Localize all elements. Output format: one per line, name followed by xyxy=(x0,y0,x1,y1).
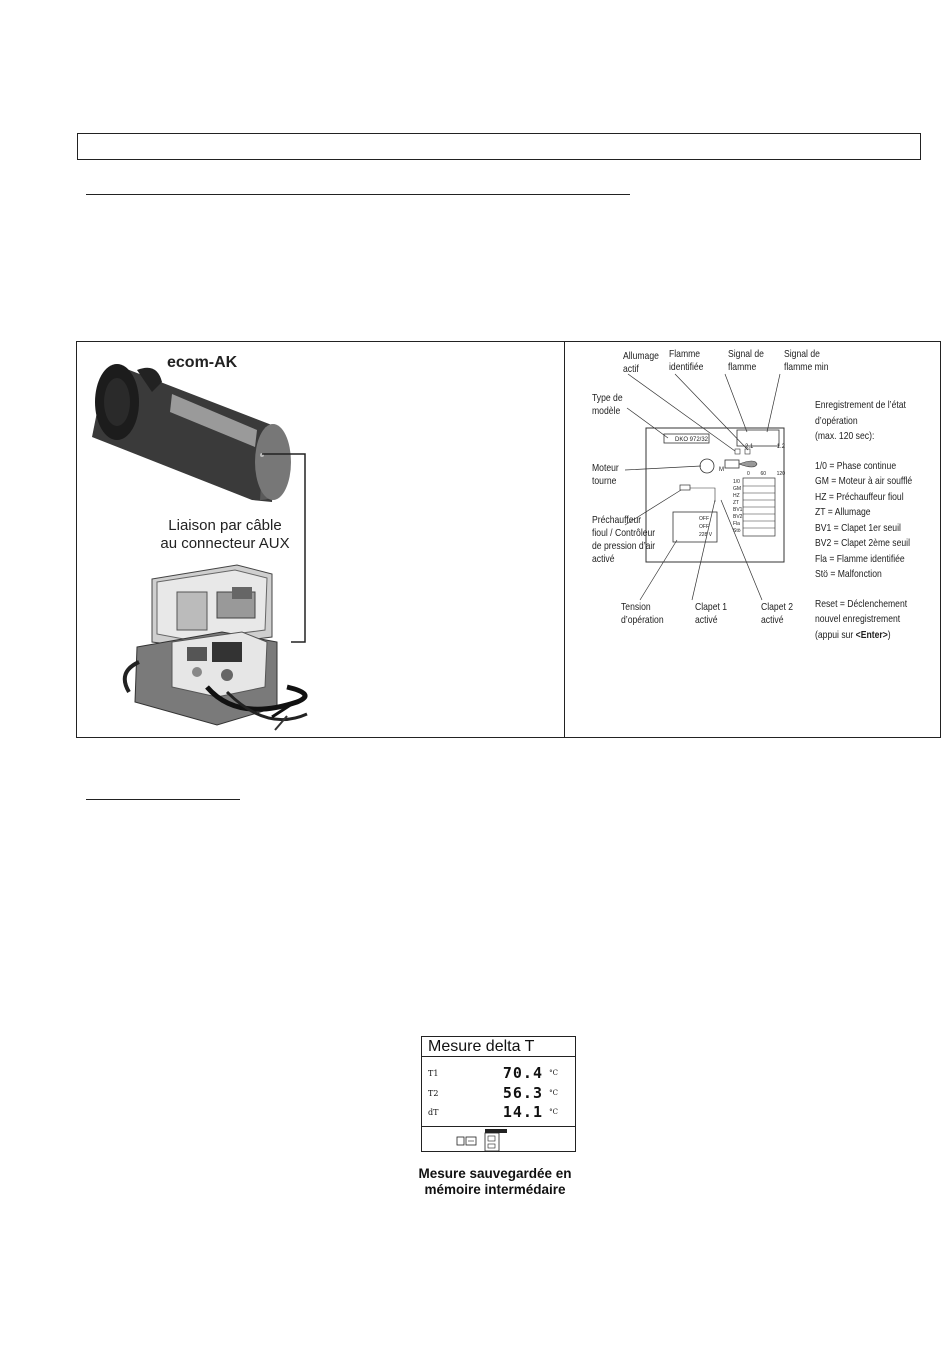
callout-line: flamme xyxy=(728,361,757,373)
row-code: HZ xyxy=(733,493,740,499)
lcd-row-value: 56.3 xyxy=(502,1084,543,1102)
callout-type-modele xyxy=(592,392,623,418)
lcd-footer-rule xyxy=(422,1126,575,1127)
subsection-heading-rule xyxy=(86,799,240,800)
legend-header: d’opération xyxy=(815,414,858,427)
lcd-row-tag: T1 xyxy=(428,1069,439,1078)
callout-line: Signal de xyxy=(728,348,764,360)
legend-item: ZT = Allumage xyxy=(815,506,871,518)
callout-line: Type de xyxy=(592,392,623,404)
section-heading-rule xyxy=(86,194,630,195)
status-voltage: 228 V xyxy=(699,532,713,538)
legend-reset-text: ) xyxy=(887,628,891,641)
callout-allumage xyxy=(623,350,659,376)
legend-reset: nouvel enregistrement xyxy=(815,613,901,625)
callout-line: identifiée xyxy=(669,361,704,373)
lcd-screen xyxy=(421,1036,576,1152)
callout-line: activé xyxy=(761,614,784,626)
callout-line: de pression d’air xyxy=(592,540,656,552)
ecom-ak-module xyxy=(92,364,291,502)
caption-line-2: mémoire intermédaire xyxy=(424,1182,566,1197)
cable-note xyxy=(135,517,315,553)
callout-line: fioul / Contrôleur xyxy=(592,527,656,539)
status-off-2: OFF xyxy=(699,524,709,530)
header-box xyxy=(77,133,921,160)
row-code: 1/0 xyxy=(733,479,740,485)
legend-reset-text: (appui sur xyxy=(815,628,856,641)
signal-value-1: 2.1 xyxy=(745,444,754,450)
lcd-row-unit: °C xyxy=(549,1089,558,1097)
callout-line: Moteur xyxy=(592,462,619,474)
axis-ticks xyxy=(747,471,785,477)
callout-clapet2 xyxy=(761,601,793,627)
figure-frame xyxy=(76,341,941,738)
legend-item: BV2 = Clapet 2ème seuil xyxy=(815,537,911,549)
lcd-row-value: 14.1 xyxy=(502,1103,543,1121)
status-off-1: OFF xyxy=(699,516,709,522)
callout-line: actif xyxy=(623,363,639,375)
product-label: ecom-AK xyxy=(167,354,238,371)
lcd-row-t2 xyxy=(426,1084,573,1102)
model-code: DKO 972/32 xyxy=(675,437,709,443)
callout-line: activé xyxy=(592,553,615,565)
legend-reset: Reset = Déclenchement xyxy=(815,597,908,610)
legend-header: Enregistrement de l’état xyxy=(815,399,906,411)
axis-tick-120: 120 xyxy=(776,471,785,477)
legend-reset-key: <Enter> xyxy=(855,628,888,641)
lcd-row-t1 xyxy=(426,1064,573,1082)
legend xyxy=(815,398,912,643)
legend-item: Fla = Flamme identifiée xyxy=(815,552,905,565)
save-icon xyxy=(485,1129,507,1151)
legend-header: (max. 120 sec): xyxy=(815,430,875,442)
callout-line: modèle xyxy=(592,405,621,417)
callout-signal-flamme xyxy=(728,348,764,374)
lcd-row-tag: T2 xyxy=(428,1089,439,1098)
callout-line: Tension xyxy=(621,601,651,613)
caption-line-1: Mesure sauvegardée en xyxy=(418,1166,572,1181)
lcd-row-tag: dT xyxy=(428,1108,439,1117)
callout-flamme xyxy=(669,348,703,374)
callout-line: Préchauffeur xyxy=(592,514,642,526)
row-code: BV2 xyxy=(733,514,743,520)
callout-line: Flamme xyxy=(669,348,701,360)
legend-item: Stö = Malfonction xyxy=(815,568,882,580)
lcd-row-dt xyxy=(426,1103,573,1121)
legend-reset-enter xyxy=(815,628,912,644)
callout-line: Clapet 2 xyxy=(761,601,794,613)
callout-prechauffeur xyxy=(592,514,655,566)
row-codes xyxy=(733,479,742,535)
lcd-row-unit: °C xyxy=(549,1108,558,1116)
legend-item: BV1 = Clapet 1er seuil xyxy=(815,521,901,534)
row-code: Stö xyxy=(733,528,741,534)
cable-note-line-2: au connecteur AUX xyxy=(160,535,290,552)
lcd-title: Mesure delta T xyxy=(422,1037,575,1057)
lcd-caption xyxy=(380,1166,610,1198)
analyser-case xyxy=(125,565,307,730)
callout-clapet1 xyxy=(695,601,727,627)
motor-symbol: M xyxy=(719,467,724,473)
panel-status xyxy=(699,515,712,539)
row-code: BV1 xyxy=(733,507,743,513)
legend-item: HZ = Préchauffeur fioul xyxy=(815,490,904,503)
callout-tension xyxy=(621,601,664,627)
callout-line: d’opération xyxy=(621,614,664,626)
axis-tick-0: 0 xyxy=(747,471,750,477)
callout-moteur xyxy=(592,462,619,488)
callout-line: activé xyxy=(695,614,718,626)
row-code: ZT xyxy=(733,500,740,506)
cable-note-line-1: Liaison par câble xyxy=(168,517,282,534)
callout-line: Allumage xyxy=(623,350,659,362)
lcd-row-value: 70.4 xyxy=(502,1064,543,1082)
legend-item: GM = Moteur à air soufflé xyxy=(815,475,913,487)
lcd-footer-icons xyxy=(456,1129,508,1151)
axis-tick-60: 60 xyxy=(760,471,766,477)
lcd-row-unit: °C xyxy=(549,1069,558,1077)
legend-item: 1/0 = Phase continue xyxy=(815,459,897,472)
row-code: Fla xyxy=(733,521,740,527)
signal-value-2: 1.2 xyxy=(776,444,785,450)
callout-line: flamme min xyxy=(784,361,829,373)
callout-line: Signal de xyxy=(784,348,820,360)
callout-line: tourne xyxy=(592,475,617,487)
callout-line: Clapet 1 xyxy=(695,601,728,613)
row-code: GM xyxy=(733,486,742,492)
signal-values xyxy=(745,444,785,450)
callout-signal-flamme-min xyxy=(784,348,828,374)
memory-icon xyxy=(457,1137,476,1145)
